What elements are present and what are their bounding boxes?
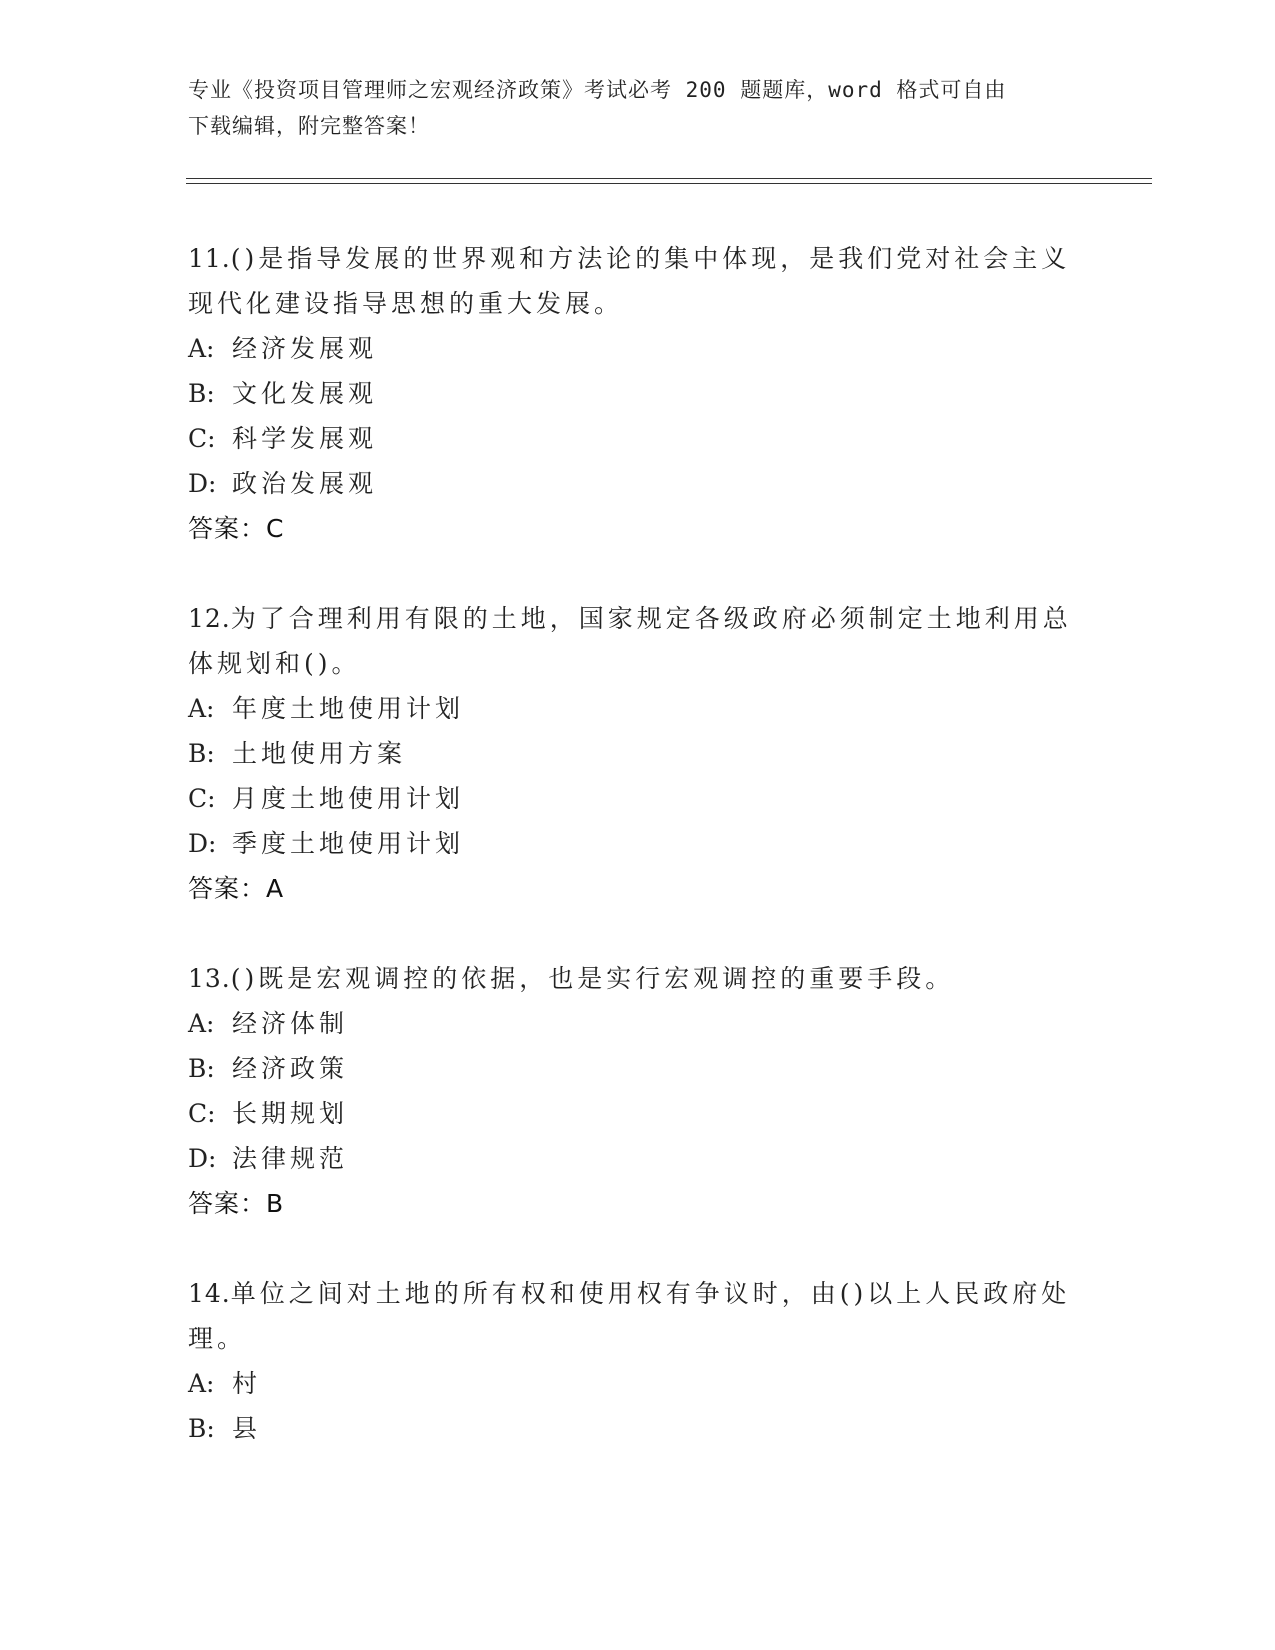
answer	[188, 506, 1088, 551]
question-stem-line-1: 单位之间对土地的所有权和使用权有争议时，由()以上人民政府处	[230, 1279, 1071, 1308]
header-divider-top	[186, 178, 1152, 179]
answer-value: B	[266, 1189, 285, 1218]
question-stem	[188, 1271, 1088, 1316]
question-stem-line-1: ()是指导发展的世界观和方法论的集中体现，是我们党对社会主义	[230, 244, 1071, 273]
option-text: 政治发展观	[232, 469, 378, 498]
question-number: 14.	[188, 1279, 231, 1308]
option-c	[188, 416, 1088, 461]
question-number: 12.	[188, 604, 231, 633]
question-stem-line-2: 现代化建设指导思想的重大发展。	[188, 289, 624, 318]
option-text: 月度土地使用计划	[232, 784, 465, 813]
option-text: 经济体制	[232, 1009, 349, 1038]
option-text: 经济政策	[232, 1054, 349, 1083]
question-number: 11.	[188, 244, 231, 273]
header-line-1: 专业《投资项目管理师之宏观经济政策》考试必考 200 题题库，word 格式可自由	[188, 78, 1007, 102]
option-b	[188, 731, 1088, 776]
option-key: D:	[188, 829, 217, 858]
answer-label: 答案：	[188, 1189, 267, 1218]
question-13	[188, 956, 1088, 1226]
option-key: A:	[188, 1369, 215, 1398]
question-number: 13.	[188, 964, 231, 993]
answer	[188, 866, 1088, 911]
header-line-2: 下载编辑，附完整答案！	[188, 114, 430, 138]
question-stem-line-1: 为了合理利用有限的土地，国家规定各级政府必须制定土地利用总	[230, 604, 1072, 633]
option-key: B:	[188, 379, 215, 408]
option-a	[188, 1361, 1088, 1406]
option-key: C:	[188, 784, 216, 813]
option-text: 法律规范	[232, 1144, 349, 1173]
option-b	[188, 1046, 1088, 1091]
answer-value: A	[266, 874, 285, 903]
answer-label: 答案：	[188, 874, 267, 903]
option-c	[188, 776, 1088, 821]
option-key: D:	[188, 469, 217, 498]
option-key: C:	[188, 1099, 216, 1128]
question-list	[188, 236, 1088, 1496]
option-key: B:	[188, 739, 215, 768]
answer	[188, 1181, 1088, 1226]
question-11	[188, 236, 1088, 551]
option-d	[188, 461, 1088, 506]
question-stem	[188, 236, 1088, 281]
option-text: 土地使用方案	[232, 739, 407, 768]
option-key: C:	[188, 424, 216, 453]
option-text: 长期规划	[232, 1099, 349, 1128]
answer-label: 答案：	[188, 514, 267, 543]
option-a	[188, 686, 1088, 731]
option-key: A:	[188, 1009, 215, 1038]
option-text: 科学发展观	[232, 424, 378, 453]
question-stem	[188, 956, 1088, 1001]
option-key: A:	[188, 334, 215, 363]
option-b	[188, 371, 1088, 416]
question-12	[188, 596, 1088, 911]
option-c	[188, 1091, 1088, 1136]
option-text: 年度土地使用计划	[232, 694, 465, 723]
option-d	[188, 1136, 1088, 1181]
option-text: 季度土地使用计划	[232, 829, 465, 858]
document-header	[188, 72, 1068, 144]
option-a	[188, 326, 1088, 371]
question-stem-line-1: ()既是宏观调控的依据，也是实行宏观调控的重要手段。	[230, 964, 955, 993]
header-divider-bottom	[186, 183, 1152, 184]
option-d	[188, 821, 1088, 866]
option-b	[188, 1406, 1088, 1451]
option-key: B:	[188, 1054, 215, 1083]
option-key: B:	[188, 1414, 215, 1443]
question-stem	[188, 596, 1088, 641]
answer-value: C	[266, 514, 285, 543]
option-text: 经济发展观	[232, 334, 378, 363]
option-text: 村	[232, 1369, 262, 1398]
question-stem-line-2: 体规划和()。	[188, 649, 361, 678]
question-stem-line-2: 理。	[188, 1324, 247, 1353]
option-a	[188, 1001, 1088, 1046]
option-text: 文化发展观	[232, 379, 378, 408]
option-key: A:	[188, 694, 215, 723]
question-14	[188, 1271, 1088, 1451]
option-key: D:	[188, 1144, 217, 1173]
option-text: 县	[232, 1414, 262, 1443]
